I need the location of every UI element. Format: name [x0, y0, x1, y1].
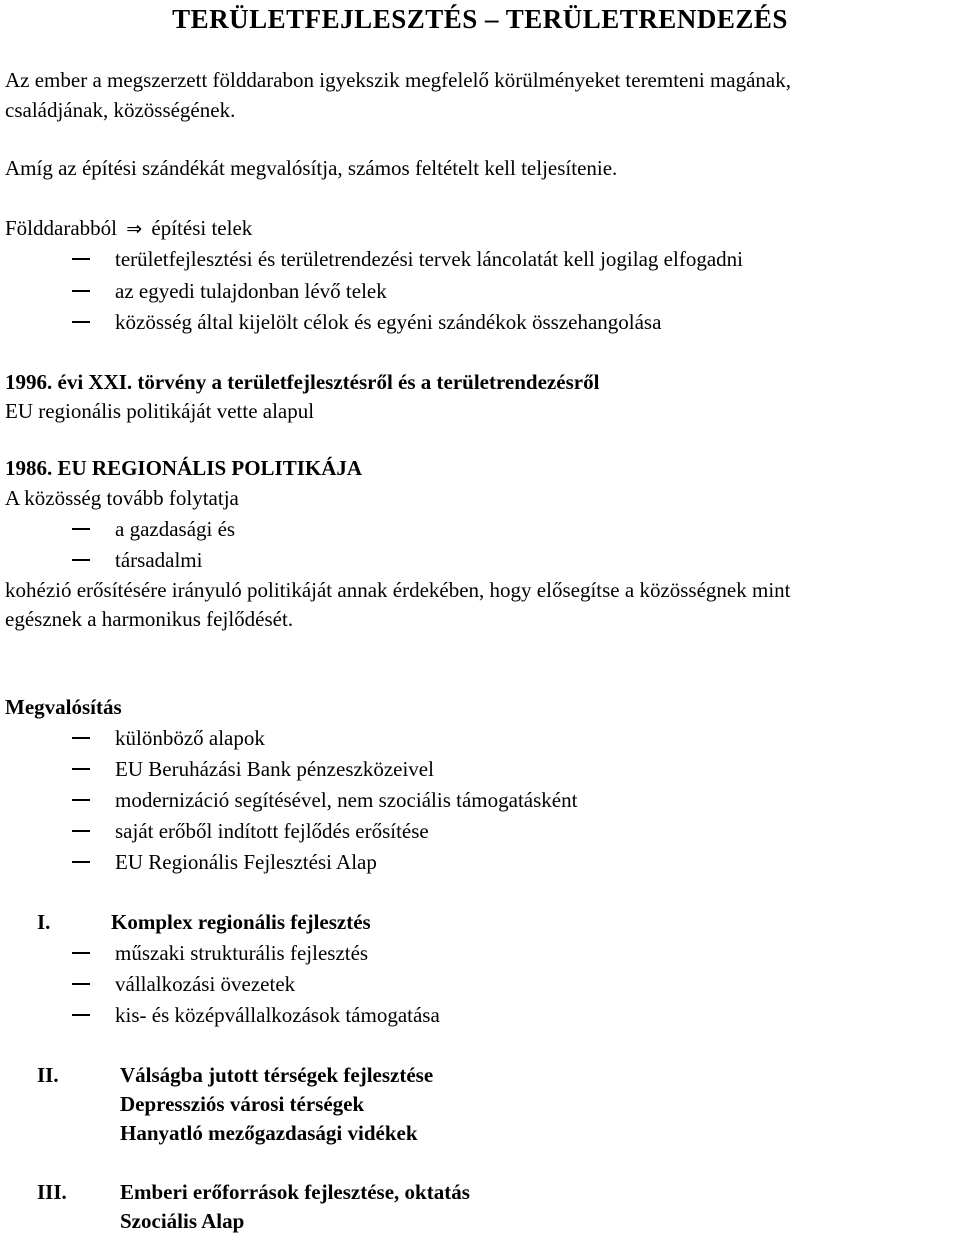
- telek-from: Földdarabból: [5, 216, 117, 240]
- list-item-text: saját erőből indított fejlődés erősítése: [115, 819, 429, 843]
- list-item-text: EU Regionális Fejlesztési Alap: [115, 850, 377, 874]
- list-item: [72, 723, 265, 754]
- section-2-line-3: Hanyatló mezőgazdasági vidékek: [120, 1121, 418, 1145]
- list-item-text: vállalkozási övezetek: [115, 972, 296, 996]
- list-item: [72, 545, 202, 576]
- list-item: [72, 307, 661, 338]
- list-item: [72, 969, 295, 1000]
- section-3-number: III.: [37, 1180, 67, 1204]
- page-title: TERÜLETFEJLESZTÉS – TERÜLETRENDEZÉS: [172, 4, 788, 34]
- list-item-text: EU Beruházási Bank pénzeszközeivel: [115, 757, 434, 781]
- dash-bullet-icon: [72, 559, 90, 561]
- list-item-text: kis- és középvállalkozások támogatása: [115, 1003, 440, 1027]
- list-item-text: műszaki strukturális fejlesztés: [115, 941, 369, 965]
- dash-bullet-icon: [72, 861, 90, 863]
- telek-heading: [5, 213, 252, 245]
- law-text: EU regionális politikáját vette alapul: [5, 399, 315, 423]
- list-item-text: társadalmi: [115, 548, 203, 572]
- list-item: [72, 847, 377, 878]
- implies-arrow-icon: ⇒: [126, 218, 143, 240]
- list-item: [72, 244, 743, 275]
- megvalositas-heading: Megvalósítás: [5, 695, 122, 719]
- dash-bullet-icon: [72, 952, 90, 954]
- list-item: [72, 785, 577, 816]
- section-2-number: II.: [37, 1063, 59, 1087]
- section-2-line-2: Depressziós városi térségek: [120, 1092, 365, 1116]
- dash-bullet-icon: [72, 528, 90, 530]
- dash-bullet-icon: [72, 768, 90, 770]
- dash-bullet-icon: [72, 830, 90, 832]
- section-1-heading: Komplex regionális fejlesztés: [111, 910, 371, 934]
- list-item-text: területfejlesztési és területrendezési tervek láncolatát kell jogilag elfogadni: [115, 247, 743, 271]
- dash-bullet-icon: [72, 1014, 90, 1016]
- list-item-text: az egyedi tulajdonban lévő telek: [115, 279, 387, 303]
- dash-bullet-icon: [72, 737, 90, 739]
- list-item: [72, 514, 235, 545]
- dash-bullet-icon: [72, 290, 90, 292]
- dash-bullet-icon: [72, 258, 90, 260]
- law-heading: 1996. évi XXI. törvény a területfejlesztésről és a területrendezésről: [5, 370, 600, 394]
- list-item-text: a gazdasági és: [115, 517, 236, 541]
- list-item-text: modernizáció segítésével, nem szociális támogatásként: [115, 788, 578, 812]
- section-1-number: I.: [37, 910, 51, 934]
- list-item-text: különböző alapok: [115, 726, 265, 750]
- list-item: [72, 276, 387, 307]
- list-item: [72, 816, 429, 847]
- eu-policy-text: A közösség tovább folytatja: [5, 486, 239, 510]
- section-3-line-2: Szociális Alap: [120, 1209, 245, 1233]
- intro-line-1: Az ember a megszerzett földdarabon igyekszik megfelelő körülményeket teremteni magának,: [5, 68, 792, 92]
- section-2-line-1: Válságba jutott térségek fejlesztése: [120, 1063, 434, 1087]
- eu-policy-heading: 1986. EU REGIONÁLIS POLITIKÁJA: [5, 456, 363, 480]
- eu-policy-text-3: egésznek a harmonikus fejlődését.: [5, 607, 294, 631]
- intro-line-2: családjának, közösségének.: [5, 98, 236, 122]
- list-item-text: közösség által kijelölt célok és egyéni szándékok összehangolása: [115, 310, 662, 334]
- telek-to: építési telek: [151, 216, 253, 240]
- eu-policy-text-2: kohézió erősítésére irányuló politikáját annak érdekében, hogy elősegítse a közösségnek mint: [5, 578, 791, 602]
- section-3-line-1: Emberi erőforrások fejlesztése, oktatás: [120, 1180, 470, 1204]
- list-item: [72, 1000, 440, 1031]
- list-item: [72, 754, 434, 785]
- intro-line-3: Amíg az építési szándékát megvalósítja, számos feltételt kell teljesítenie.: [5, 156, 618, 180]
- list-item: [72, 938, 368, 969]
- dash-bullet-icon: [72, 799, 90, 801]
- dash-bullet-icon: [72, 321, 90, 323]
- dash-bullet-icon: [72, 983, 90, 985]
